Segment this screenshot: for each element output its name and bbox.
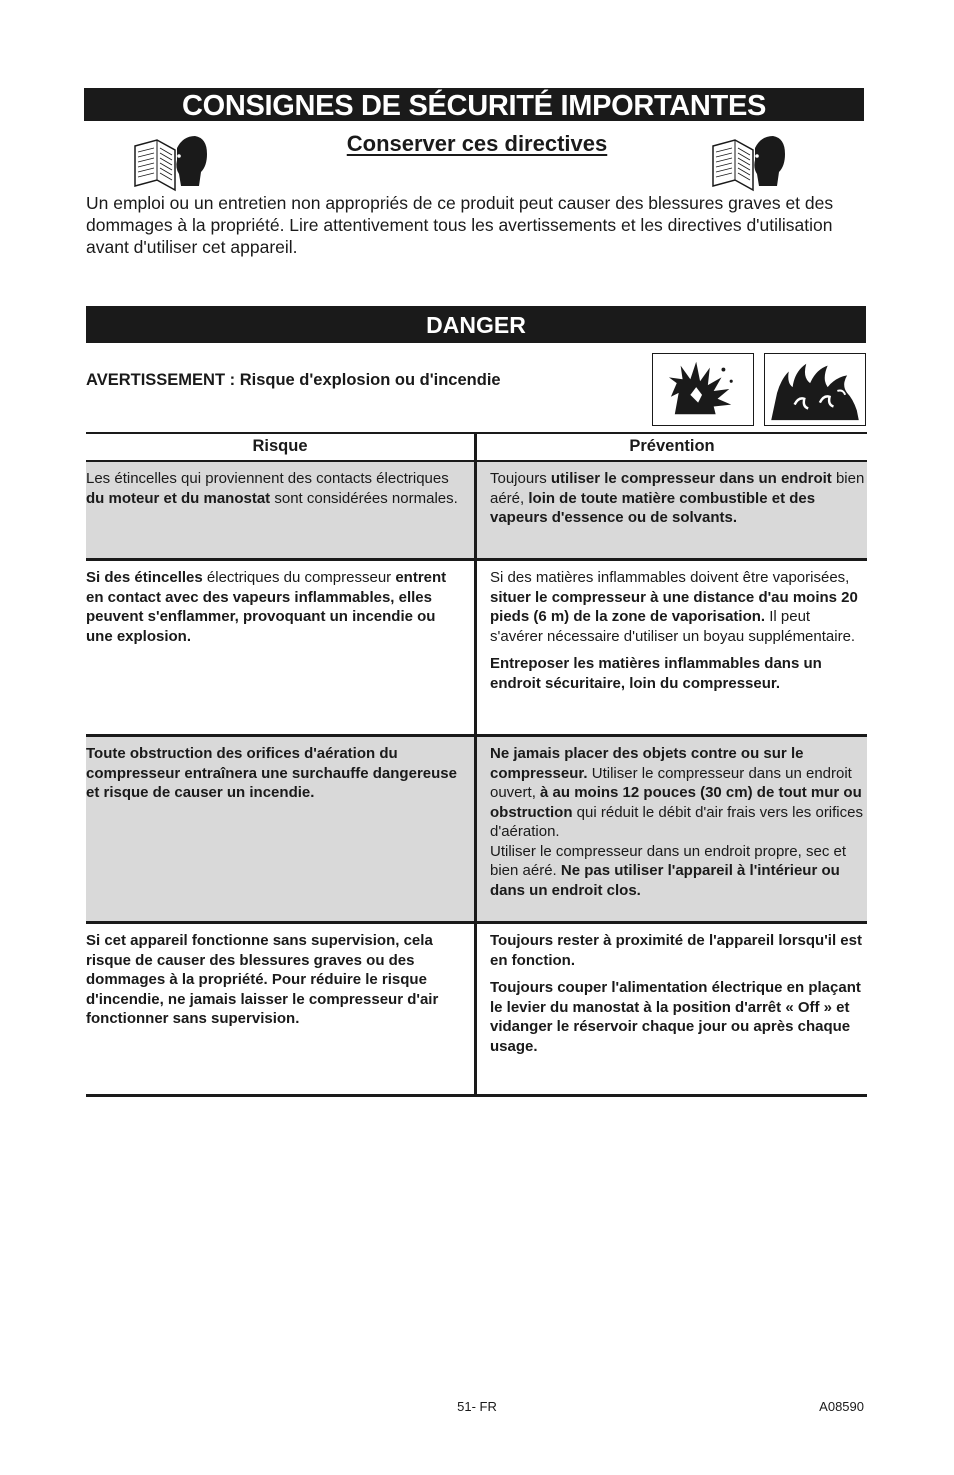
- prevention-cell: [477, 462, 867, 558]
- risk-cell: [86, 737, 477, 921]
- text-segment: Toujours: [490, 470, 551, 487]
- text-segment: Si des étincelles: [86, 569, 203, 586]
- text-segment: Si cet appareil fonctionne sans supervision, cela risque de causer des blessures graves ou des dommages à la propriété. Pour réduire le risque d'incendie, ne jamais laisser le compresseur d'air fonctionner sans supervision.: [86, 932, 439, 1027]
- warning-text: AVERTISSEMENT : Risque d'explosion ou d'incendie: [86, 371, 501, 389]
- prevention-paragraph: [490, 842, 867, 901]
- prevention-paragraph: [490, 568, 867, 646]
- subtitle: Conserver ces directives: [346, 131, 608, 156]
- read-manual-icon: [711, 134, 787, 192]
- intro-text: Un emploi ou un entretien non appropriés de ce produit peut causer des blessures graves et des dommages à la propriété. Lire attentivement tous les avertissements et les directives d'utilisation avant d'utiliser cet appareil.: [86, 193, 834, 257]
- text-segment: à au moins 12 pouces (30 cm) de tout mur ou obstruction: [490, 784, 862, 821]
- text-segment: Si des matières inflammables doivent être vaporisées,: [490, 569, 850, 586]
- text-segment: Toujours couper l'alimentation électrique en plaçant le levier du manostat à la position d'arrêt « Off » et vidanger le réservoir chaque jour ou après chaque usage.: [490, 979, 861, 1055]
- text-segment: utiliser le compresseur dans un endroit: [550, 470, 832, 487]
- text-segment: Ne jamais placer des objets contre ou sur le compresseur.: [490, 745, 804, 782]
- risk-cell: [86, 561, 477, 734]
- prevention-cell: [477, 561, 867, 734]
- risk-paragraph: [86, 469, 466, 508]
- text-segment: Les étincelles qui proviennent des contacts électriques: [86, 470, 449, 487]
- fire-icon: [764, 353, 866, 426]
- risk-paragraph: [86, 568, 466, 646]
- header-risk: Risque: [86, 434, 477, 460]
- table-header: [86, 434, 867, 462]
- explosion-icon: [652, 353, 754, 426]
- text-segment: Entreposer les matières inflammables dans un endroit sécuritaire, loin du compresseur.: [490, 655, 822, 692]
- risk-cell: [86, 462, 477, 558]
- document-code: A08590: [819, 1399, 864, 1414]
- text-segment: bien aéré,: [490, 470, 865, 507]
- table-row: [86, 462, 867, 561]
- text-segment: sont considérées normales.: [270, 489, 458, 507]
- text-segment: qui réduit le débit d'air frais vers les orifices d'aération.: [490, 803, 863, 840]
- prevention-paragraph: [490, 654, 867, 693]
- danger-banner: DANGER: [86, 306, 866, 343]
- text-segment: situer le compresseur à une distance d'au moins 20 pieds (6 m) de la zone de vaporisation.: [490, 588, 858, 625]
- prevention-paragraph: [490, 469, 867, 528]
- risk-paragraph: [86, 931, 466, 1029]
- table-row: [86, 561, 867, 737]
- text-segment: du moteur et du manostat: [86, 489, 271, 507]
- table-row: [86, 924, 867, 1097]
- text-segment: entrent en contact avec des vapeurs inflammables, elles peuvent s'enflammer, provoquant un incendie ou une explosion.: [86, 569, 447, 645]
- prevention-paragraph: [490, 931, 867, 970]
- risk-paragraph: [86, 744, 466, 803]
- page-title: CONSIGNES DE SÉCURITÉ IMPORTANTES: [84, 88, 864, 121]
- prevention-cell: [477, 737, 867, 921]
- text-segment: Il peut s'avérer nécessaire d'utiliser un boyau supplémentaire.: [490, 608, 856, 645]
- text-segment: Toujours rester à proximité de l'appareil lorsqu'il est en fonction.: [490, 932, 862, 969]
- prevention-paragraph: [490, 744, 867, 842]
- header-prevention: Prévention: [629, 437, 715, 455]
- text-segment: électriques du compresseur: [202, 569, 396, 586]
- risk-cell: [86, 924, 477, 1094]
- text-segment: Utiliser le compresseur dans un endroit ouvert,: [490, 764, 852, 801]
- text-segment: Utiliser le compresseur dans un endroit propre, sec et bien aéré.: [490, 842, 847, 879]
- table-row: [86, 737, 867, 924]
- text-segment: loin de toute matière combustible et des vapeurs d'essence ou de solvants.: [490, 489, 816, 526]
- page-number: 51- FR: [457, 1399, 497, 1414]
- text-segment: Toute obstruction des orifices d'aération du compresseur entraînera une surchauffe dangereuse et risque de causer un incendie.: [86, 745, 457, 801]
- text-segment: Ne pas utiliser l'appareil à l'intérieur ou dans un endroit clos.: [490, 862, 840, 899]
- prevention-paragraph: [490, 978, 867, 1056]
- prevention-cell: [477, 924, 867, 1094]
- safety-table: [86, 432, 867, 1097]
